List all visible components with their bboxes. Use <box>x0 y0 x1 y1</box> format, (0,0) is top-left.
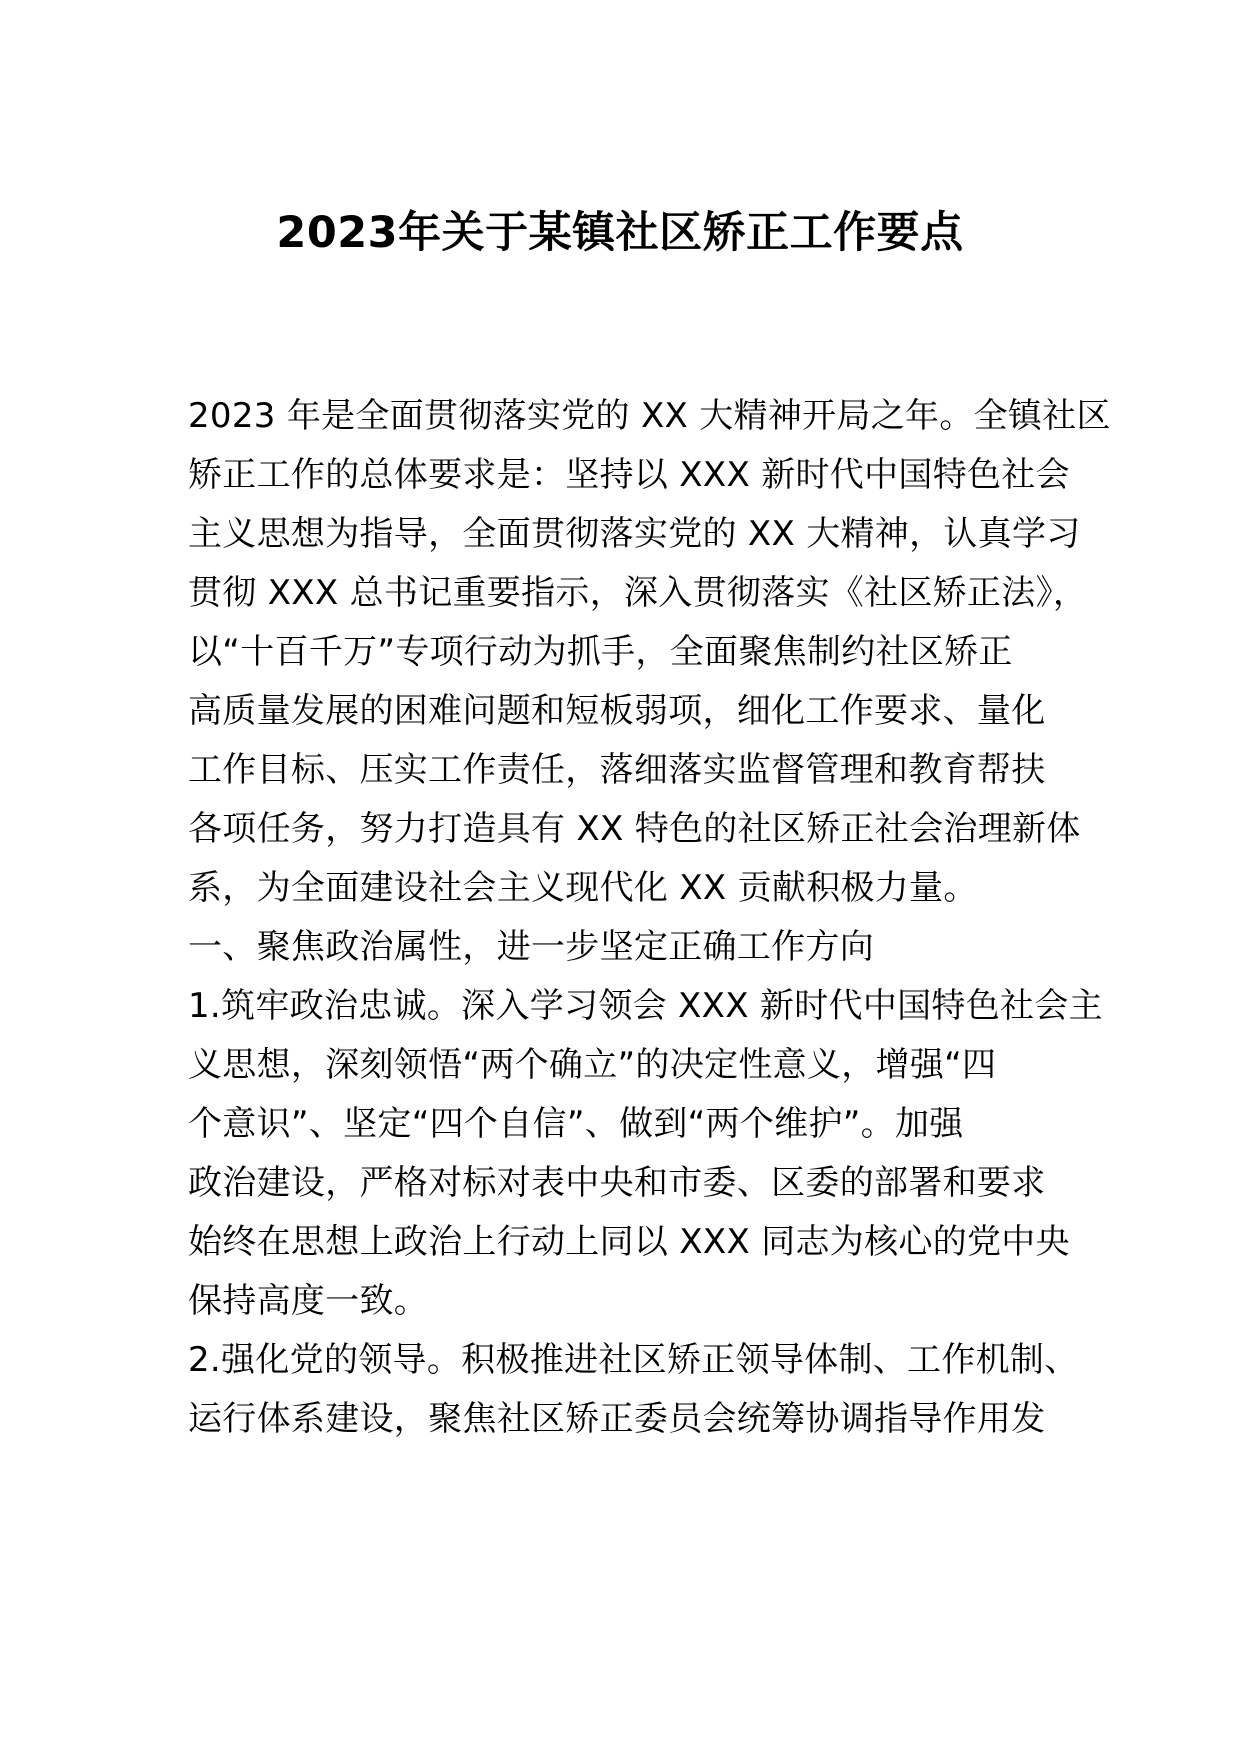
body-line: 运行体系建设，聚焦社区矫正委员会统筹协调指导作用发 <box>188 1399 1046 1439</box>
body-line: 1.筑牢政治忠诚。深入学习领会 XXX 新时代中国特色社会主 <box>188 986 1103 1026</box>
body-line: 以“十百千万”专项行动为抓手，全面聚焦制约社区矫正 <box>188 632 1013 672</box>
body-line: 个意识”、坚定“四个自信”、做到“两个维护”。加强 <box>188 1104 964 1144</box>
body-line: 2.强化党的领导。积极推进社区矫正领导体制、工作机制、 <box>188 1340 1079 1380</box>
body-line: 各项任务，努力打造具有 XX 特色的社区矫正社会治理新体 <box>188 809 1081 849</box>
body-line: 贯彻 XXX 总书记重要指示，深入贯彻落实《社区矫正法》， <box>188 573 1088 613</box>
body-line: 高质量发展的困难问题和短板弱项，细化工作要求、量化 <box>188 691 1046 731</box>
body-line: 2023 年是全面贯彻落实党的 XX 大精神开局之年。全镇社区 <box>188 396 1111 436</box>
body-line: 系，为全面建设社会主义现代化 XX 贡献积极力量。 <box>188 868 978 908</box>
document-title: 2023年关于某镇社区矫正工作要点 <box>276 208 964 258</box>
body-line: 矫正工作的总体要求是：坚持以 XXX 新时代中国特色社会 <box>188 455 1070 495</box>
body-line: 始终在思想上政治上行动上同以 XXX 同志为核心的党中央 <box>188 1222 1070 1262</box>
body-line: 政治建设，严格对标对表中央和市委、区委的部署和要求 <box>188 1163 1046 1203</box>
section-heading: 一、聚焦政治属性，进一步坚定正确工作方向 <box>188 927 874 967</box>
body-line: 工作目标、压实工作责任，落细落实监督管理和教育帮扶 <box>188 750 1046 790</box>
body-line: 义思想，深刻领悟“两个确立”的决定性意义，增强“四 <box>188 1045 997 1085</box>
body-line: 主义思想为指导，全面贯彻落实党的 XX 大精神，认真学习 <box>188 514 1081 554</box>
body-line: 保持高度一致。 <box>188 1281 429 1321</box>
